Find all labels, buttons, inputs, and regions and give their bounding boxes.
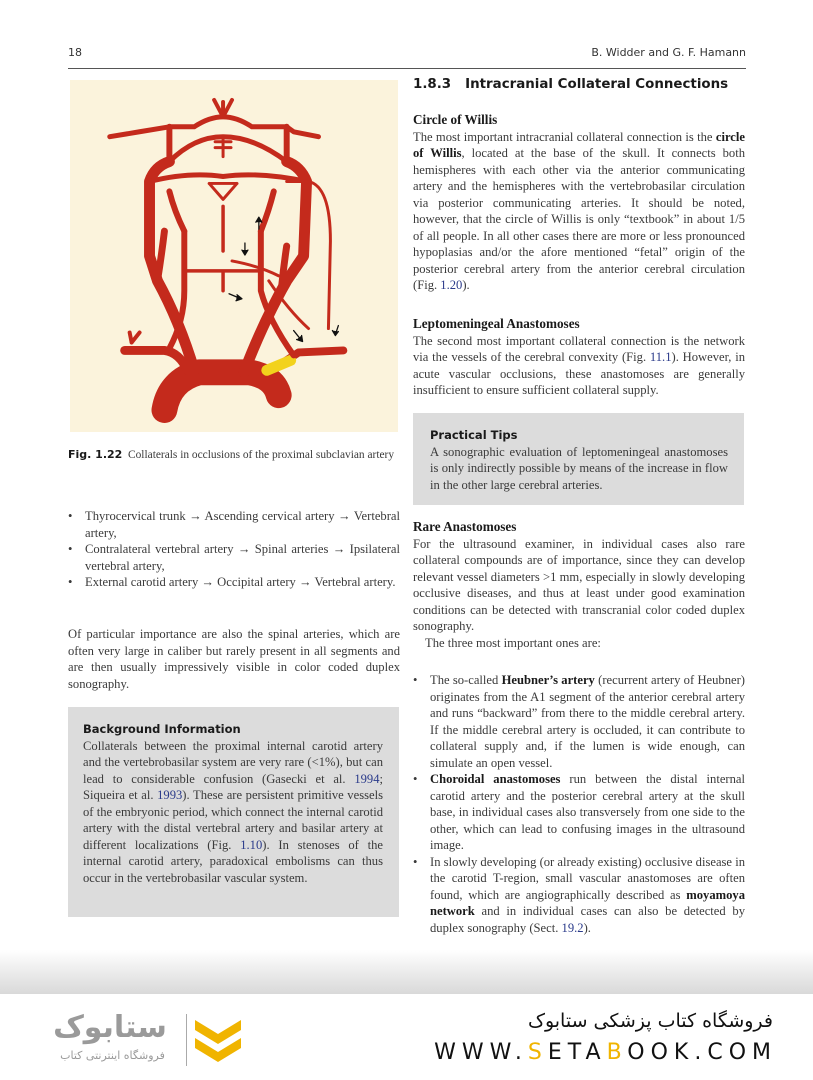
store-banner <box>0 994 813 1080</box>
list-item: • Thyrocervical trunk → Ascending cervical artery → Vertebral artery, <box>68 509 400 540</box>
section-heading: 1.8.3 Intracranial Collateral Connections <box>413 77 729 92</box>
citation-link[interactable]: 1994 <box>354 771 380 786</box>
box-text: Collaterals between the proximal internal carotid artery and the vertebrobasilar system are very rare (<1%), but can lead to considerable confusion (Gasecki et al. 1994; Siqueira et al. 1993). These are persistent primitive vessels of the embryonic period, which connect the internal carotid artery with the distal vertebral artery and basilar artery at different localizations (Fig. 1.10). In stenoses of the internal carotid artery, paradoxical embolisms can thus occur in the vertebrobasilar vascular system. <box>83 738 384 885</box>
spinal-arteries-paragraph: Of particular importance are also the spinal arteries, which are often very large in caliber but rarely present in all segments and are then usually impressively visible in color coded duplex sonography. <box>68 627 400 691</box>
list-item: • In slowly developing (or already existing) occlusive disease in the carotid T-region, small vascular anastomoses are often found, which are angiographically described as moyamoya network and in individual cases can also be detected by duplex sonography (Sect. 19.2). <box>413 854 745 935</box>
figure-1-22-illustration <box>70 80 398 432</box>
subheading: Circle of Willis <box>413 112 498 127</box>
setabook-logo-text: ستابوک <box>53 1010 167 1045</box>
box-title: Practical Tips <box>430 428 518 442</box>
list-item: • Contralateral vertebral artery → Spinal arteries → Ipsilateral vertebral artery, <box>68 542 400 573</box>
running-head-authors: B. Widder and G. F. Hamann <box>591 46 746 59</box>
setabook-chevron-logo-icon <box>193 1016 243 1070</box>
figure-label: Fig. 1.22 <box>68 448 123 461</box>
rare-anastomoses-section <box>413 519 745 651</box>
background-information-box <box>68 707 399 917</box>
list-item: • Choroidal anastomoses run between the distal internal carotid artery and the posterior cerebral artery at the skull base, in individual cases also transversely from one side to the other, which can lead to confusing images in the ultrasound image. <box>413 772 746 852</box>
subheading: Rare Anastomoses <box>413 519 517 534</box>
section-link[interactable]: 19.2 <box>561 920 584 935</box>
page-number: 18 <box>68 46 82 59</box>
paragraph: The three most important ones are: <box>425 635 601 650</box>
paragraph: The most important intracranial collateral connection is the circle of Willis, located at the base of the skull. It connects both hemispheres with each other via the anterior communicating artery and the hemispheres with the vertebrobasilar circulation via posterior communicating arteries. It should be noted, however, that the circle of Willis is only “textbook” in about 1/5 of all people. In all other cases there are more or less pronounced hypoplasias and/or the afore mentioned “fetal” origin of the posterior cerebral artery from the anterior cerebral circulation (Fig. 1.20). <box>413 129 745 292</box>
figure-caption-text: Collaterals in occlusions of the proximal subclavian artery <box>128 449 395 461</box>
figure-link[interactable]: 11.1 <box>649 350 672 364</box>
practical-tips-box <box>413 413 744 505</box>
leptomeningeal-section <box>413 316 745 399</box>
box-text: A sonographic evaluation of leptomeningeal anastomoses is only indirectly possible by means of the increase in flow in the other large cerebral arteries. <box>430 444 728 492</box>
occlusion-segment <box>267 360 291 370</box>
figure-caption <box>68 447 400 464</box>
list-item: • The so-called Heubner’s artery (recurrent artery of Heubner) originates from the A1 segment of the anterior cerebral artery and runs “backward” from there to the middle cerebral artery. If the middle cerebral artery is occluded, it can contribute to collateral supply and, if the lumen is wide enough, can simulate an open vessel. <box>413 673 745 770</box>
store-name: فروشگاه کتاب پزشکی ستابوک <box>527 1010 773 1032</box>
collateral-pathways-list <box>68 508 400 591</box>
citation-link[interactable]: 1993 <box>157 788 183 802</box>
list-item: • External carotid artery → Occipital artery → Vertebral artery. <box>68 575 396 589</box>
rare-anastomoses-list <box>413 672 745 936</box>
paragraph: The second most important collateral connection is the network via the vessels of the cerebral convexity (Fig. 11.1). However, in acute vascular occlusions, these anastomoses are generally insufficient to ensure sufficient collateral supply. <box>413 333 745 397</box>
header-rule <box>68 68 746 69</box>
paragraph: For the ultrasound examiner, in individual cases also rare collateral compounds are of importance, since they can develop relevant vessel diameters >1 mm, especially in slowly developing occlusive diseases, and thus at least under good examination conditions can be detected with transcranial color coded duplex sonography. <box>413 536 745 633</box>
logo-subtitle: فروشگاه اینترنتی کتاب <box>60 1049 165 1062</box>
page-bottom-fade <box>0 950 813 994</box>
circle-of-willis-section <box>413 112 745 294</box>
figure-link[interactable]: 1.10 <box>240 837 263 852</box>
logo-divider <box>186 1014 187 1066</box>
subheading: Leptomeningeal Anastomoses <box>413 316 580 331</box>
box-title: Background Information <box>83 722 241 736</box>
store-url[interactable]: WWW.SETABOOK.COM <box>434 1040 777 1065</box>
figure-link[interactable]: 1.20 <box>440 278 463 292</box>
